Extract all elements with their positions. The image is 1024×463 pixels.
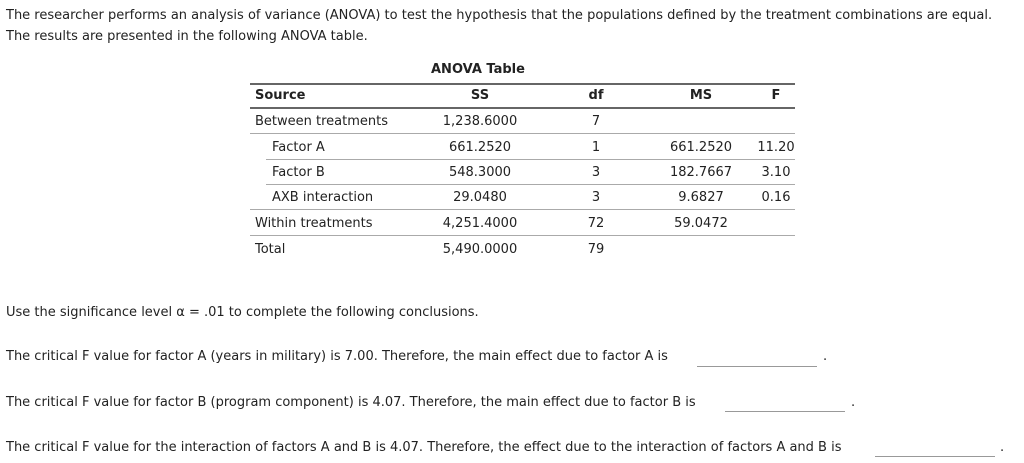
- question-factor-a: The critical F value for factor A (years in military) is 7.00. Therefore, the main effect due to factor A is: [6, 349, 668, 364]
- header-f: F: [771, 88, 781, 103]
- row-factor-b-source: Factor B: [272, 165, 325, 180]
- table-title: ANOVA Table: [431, 62, 525, 77]
- question-interaction-period: .: [1000, 440, 1005, 455]
- row-rule: [250, 235, 795, 236]
- row-total-df: 79: [587, 242, 605, 257]
- row-factor-a-ss: 661.2520: [448, 140, 512, 155]
- header-rule: [250, 107, 795, 109]
- row-between-ss: 1,238.6000: [442, 114, 518, 129]
- row-factor-a-f: 11.20: [757, 140, 795, 155]
- row-interaction-f: 0.16: [761, 190, 791, 205]
- row-total-source: Total: [255, 242, 286, 257]
- row-between-source: Between treatments: [255, 114, 389, 129]
- row-factor-a-df: 1: [591, 140, 601, 155]
- row-interaction-ss: 29.0480: [453, 190, 507, 205]
- intro-line-2: The results are presented in the following ANOVA table.: [6, 29, 368, 44]
- row-factor-b-ss: 548.3000: [448, 165, 512, 180]
- row-within-ss: 4,251.4000: [442, 216, 518, 231]
- question-factor-a-period: .: [823, 349, 828, 364]
- row-interaction-source: AXB interaction: [272, 190, 374, 205]
- row-factor-b-f: 3.10: [761, 165, 791, 180]
- row-rule: [250, 133, 795, 134]
- row-total-ss: 5,490.0000: [442, 242, 518, 257]
- row-factor-a-source: Factor A: [272, 140, 325, 155]
- question-interaction: The critical F value for the interaction of factors A and B is 4.07. Therefore, the effect due to the interaction of factors A and B is: [6, 440, 842, 455]
- row-between-df: 7: [591, 114, 601, 129]
- row-interaction-ms: 9.6827: [678, 190, 724, 205]
- intro-line-1: The researcher performs an analysis of variance (ANOVA) to test the hypothesis that the populations defined by the treatment combinations are equal.: [6, 8, 993, 23]
- row-rule: [266, 159, 795, 160]
- table-top-rule: [250, 83, 795, 85]
- intro-paragraph: [6, 5, 992, 47]
- row-within-ms: 59.0472: [674, 216, 728, 231]
- row-within-df: 72: [587, 216, 605, 231]
- header-ms: MS: [689, 88, 713, 103]
- row-factor-b-ms: 182.7667: [669, 165, 733, 180]
- answer-blank-interaction[interactable]: [875, 456, 995, 457]
- answer-blank-factor-a[interactable]: [697, 366, 817, 367]
- row-rule: [250, 209, 795, 210]
- significance-instruction: Use the significance level α = .01 to complete the following conclusions.: [6, 305, 479, 320]
- row-factor-b-df: 3: [591, 165, 601, 180]
- header-source: Source: [255, 88, 306, 103]
- answer-blank-factor-b[interactable]: [725, 411, 845, 412]
- row-within-source: Within treatments: [255, 216, 373, 231]
- row-factor-a-ms: 661.2520: [669, 140, 733, 155]
- header-df: df: [588, 88, 604, 103]
- row-rule: [266, 184, 795, 185]
- question-factor-b-period: .: [851, 395, 856, 410]
- header-ss: SS: [470, 88, 490, 103]
- question-factor-b: The critical F value for factor B (program component) is 4.07. Therefore, the main effect due to factor B is: [6, 395, 696, 410]
- row-interaction-df: 3: [591, 190, 601, 205]
